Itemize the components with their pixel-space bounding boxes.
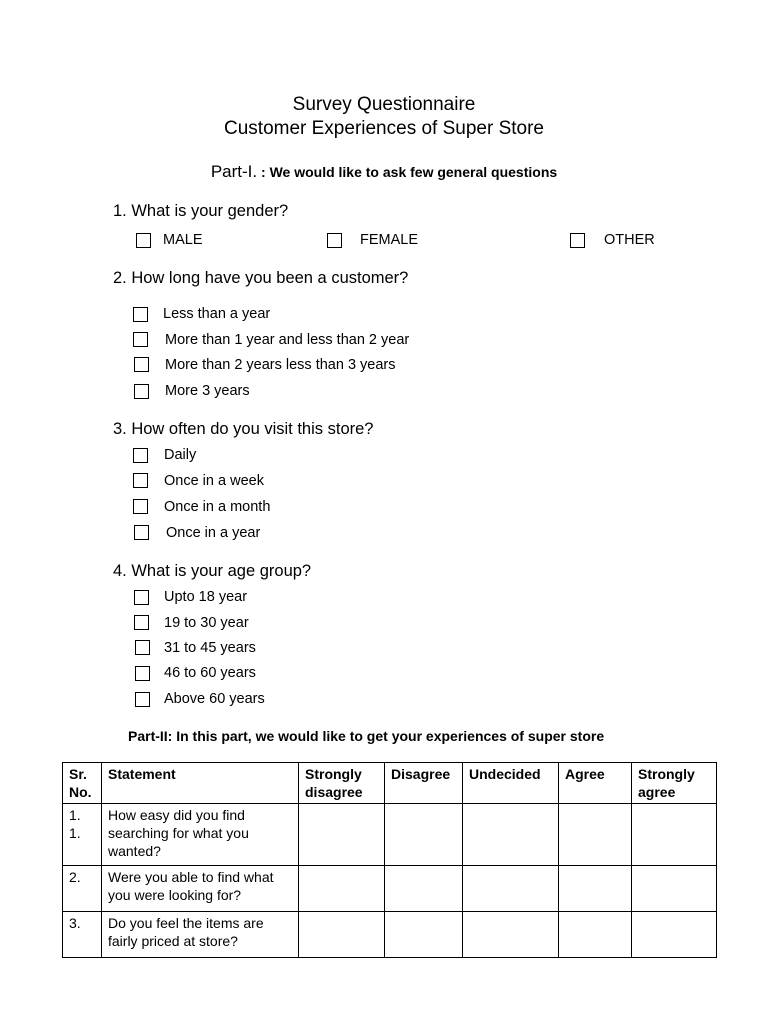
checkbox-other[interactable] (570, 233, 585, 248)
option-upto-18-label: Upto 18 year (164, 589, 248, 605)
part1-label: Part-I. (210, 162, 258, 181)
option-once-week-label: Once in a week (164, 473, 264, 489)
cell-undecided[interactable] (463, 866, 559, 912)
cell-strongly-agree[interactable] (632, 804, 717, 866)
cell-strongly-disagree[interactable] (299, 804, 385, 866)
table-row (63, 804, 717, 866)
checkbox-less-than-year[interactable] (133, 307, 148, 322)
table-header-row (63, 763, 717, 804)
cell-undecided[interactable] (463, 804, 559, 866)
header-statement: Statement (102, 763, 299, 804)
question-gender: 1. What is your gender? (113, 202, 289, 220)
option-male-label: MALE (163, 232, 203, 248)
header-agree: Agree (559, 763, 632, 804)
option-once-month-label: Once in a month (164, 499, 271, 515)
option-once-year-label: Once in a year (166, 525, 261, 541)
header-strongly-agree: Strongly agree (632, 763, 717, 804)
survey-subtitle: Customer Experiences of Super Store (224, 118, 544, 139)
checkbox-31-to-45[interactable] (135, 640, 150, 655)
cell-undecided[interactable] (463, 912, 559, 958)
checkbox-once-year[interactable] (134, 525, 149, 540)
checkbox-upto-18[interactable] (134, 590, 149, 605)
option-female-label: FEMALE (360, 232, 419, 248)
option-more-3-years-label: More 3 years (165, 383, 250, 399)
cell-disagree[interactable] (385, 866, 463, 912)
cell-strongly-disagree[interactable] (299, 912, 385, 958)
cell-strongly-disagree[interactable] (299, 866, 385, 912)
checkbox-once-week[interactable] (133, 473, 148, 488)
header-sr-no: Sr. No. (63, 763, 102, 804)
table-row (63, 912, 717, 958)
checkbox-1-to-2-years[interactable] (133, 332, 148, 347)
row-sr-no: 1. 1. (63, 804, 102, 866)
header-disagree: Disagree (385, 763, 463, 804)
option-1-to-2-years-label: More than 1 year and less than 2 year (165, 332, 410, 348)
option-2-to-3-years-label: More than 2 years less than 3 years (165, 357, 396, 373)
part1-heading (0, 162, 768, 182)
option-46-to-60-label: 46 to 60 years (164, 665, 256, 681)
checkbox-19-to-30[interactable] (134, 615, 149, 630)
checkbox-46-to-60[interactable] (135, 666, 150, 681)
option-above-60-label: Above 60 years (164, 691, 265, 707)
header-undecided: Undecided (463, 763, 559, 804)
question-age-group: 4. What is your age group? (113, 562, 312, 580)
cell-agree[interactable] (559, 866, 632, 912)
question-visit-frequency: 3. How often do you visit this store? (113, 420, 374, 438)
checkbox-2-to-3-years[interactable] (134, 357, 149, 372)
cell-agree[interactable] (559, 912, 632, 958)
checkbox-male[interactable] (136, 233, 151, 248)
checkbox-once-month[interactable] (133, 499, 148, 514)
cell-disagree[interactable] (385, 912, 463, 958)
header-strongly-disagree: Strongly disagree (299, 763, 385, 804)
experience-table (62, 762, 717, 958)
option-daily-label: Daily (164, 447, 197, 463)
cell-strongly-agree[interactable] (632, 866, 717, 912)
row-statement: Were you able to find what you were looking for? (102, 866, 299, 912)
cell-disagree[interactable] (385, 804, 463, 866)
row-sr-no: 3. (63, 912, 102, 958)
part2-heading: Part-II: In this part, we would like to get your experiences of super store (128, 728, 605, 744)
option-less-than-year-label: Less than a year (163, 306, 271, 322)
checkbox-daily[interactable] (133, 448, 148, 463)
row-statement: How easy did you find searching for what you wanted? (102, 804, 299, 866)
option-other-label: OTHER (604, 232, 655, 248)
row-sr-no: 2. (63, 866, 102, 912)
cell-agree[interactable] (559, 804, 632, 866)
part1-text: : We would like to ask few general questions (257, 164, 558, 180)
cell-strongly-agree[interactable] (632, 912, 717, 958)
checkbox-above-60[interactable] (135, 692, 150, 707)
table-row (63, 866, 717, 912)
row-statement: Do you feel the items are fairly priced at store? (102, 912, 299, 958)
checkbox-more-3-years[interactable] (134, 384, 149, 399)
survey-title: Survey Questionnaire (292, 94, 476, 115)
option-31-to-45-label: 31 to 45 years (164, 640, 256, 656)
option-19-to-30-label: 19 to 30 year (164, 615, 249, 631)
question-customer-duration: 2. How long have you been a customer? (113, 269, 409, 287)
checkbox-female[interactable] (327, 233, 342, 248)
